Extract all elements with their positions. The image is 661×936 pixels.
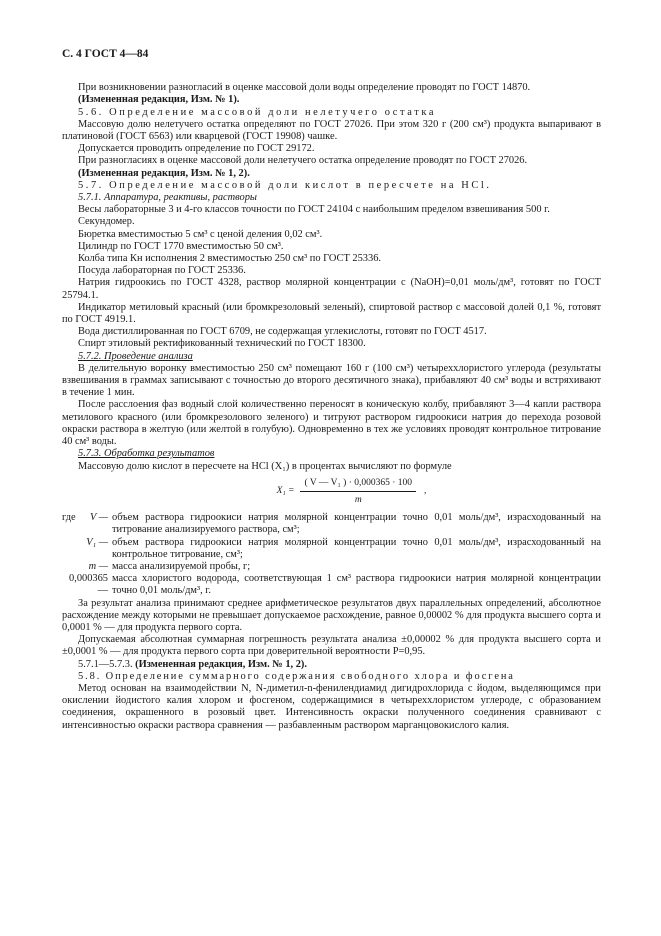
paragraph: Вода дистиллированная по ГОСТ 6709, не содержащая углекислоты, готовят по ГОСТ 4517. (78, 326, 487, 338)
where-label: где (62, 512, 76, 524)
paragraph: После расслоения фаз водный слой количественно переносят в коническую колбу, прибавляют 3—4 капли раствора метилового красного (или бромкрезолового зеленого) и титруют раствором гидроокиси натрия до перехода розовой окраски раствора в желтую (или желтой в голубую). Одновременно в тех же условиях проводят контрольное титрование 40 см³ воды. (62, 399, 601, 448)
paragraph: Бюретка вместимостью 5 см³ с ценой деления 0,02 см³. (78, 228, 323, 240)
revision-note: (Измененная редакция, Изм. № 1, 2). (78, 167, 250, 179)
paragraph: Массовую долю нелетучего остатка определяют по ГОСТ 27026. При этом 320 г (200 см³) продукта выпаривают в платиновой (ГОСТ 6563) или кварцевой (ГОСТ 19908) чашке. (62, 118, 601, 143)
paragraph: Спирт этиловый ректификованный технический по ГОСТ 18300. (78, 338, 366, 350)
definition-text: объем раствора гидроокиси натрия молярной концентрации точно 0,01 моль/дм³, израсходованный на контрольное титрование, см³; (112, 536, 601, 560)
revision-range: 5.7.1—5.7.3. (78, 658, 133, 670)
paragraph: Индикатор метиловый красный (или бромкрезоловый зеленый), спиртовой раствор с массовой долей 0,1 %, готовят по ГОСТ 4919.1. (62, 301, 601, 326)
formula-numerator: ( V — V₁ ) · 0,000365 · 100 (300, 477, 416, 492)
paragraph: Допускаемая абсолютная суммарная погрешность результата анализа ±0,00002 % для продукта высшего сорта и ±0,0001 % — для продукта первого сорта при доверительной вероятности P=0,95. (62, 634, 601, 658)
paragraph: Колба типа Кн исполнения 2 вместимостью 250 см³ по ГОСТ 25336. (78, 253, 381, 265)
formula-fraction (300, 477, 416, 506)
subsection-heading: 5.7.3. Обработка результатов (78, 448, 215, 460)
revision-note: (Измененная редакция, Изм. № 1). (78, 94, 240, 106)
definition-symbol: 0,000365 — (69, 573, 108, 597)
paragraph: Цилиндр по ГОСТ 1770 вместимостью 50 см³. (78, 240, 284, 252)
revision-note-line (62, 659, 601, 671)
definitions (62, 512, 601, 597)
paragraph: За результат анализа принимают среднее арифметическое результатов двух параллельных определений, абсолютное расхождение между которыми не превышает допускаемое расхождение, равное 0,00002 % для продукта высшего сорта и 0,0001 % — для продукта первого сорта. (62, 597, 601, 633)
definition-symbol: m — (88, 560, 108, 572)
subsection-heading: 5.7.1. Аппаратура, реактивы, растворы (78, 192, 257, 204)
definition-row (62, 573, 601, 597)
definition-text: масса анализируемой пробы, г; (112, 560, 251, 572)
definition-symbol: V₁ — (86, 536, 108, 548)
revision-note: (Измененная редакция, Изм. № 1, 2). (135, 658, 307, 670)
section-heading: 5.8. Определение суммарного содержания свободного хлора и фосгена (78, 670, 515, 682)
formula-denominator: m (354, 494, 362, 505)
definition-text: масса хлористого водорода, соответствующая 1 см³ раствора гидроокиси натрия молярной концентрации точно 0,01 моль/дм³, г. (112, 573, 601, 597)
definition-row (62, 561, 601, 573)
definition-row (62, 537, 601, 561)
paragraph: При возникновении разногласий в оценке массовой доли воды определение проводят по ГОСТ 14870. (78, 82, 531, 94)
page-header: С. 4 ГОСТ 4—84 (62, 48, 149, 60)
definition-symbol: V — (90, 512, 108, 524)
definition-row (62, 512, 601, 536)
formula-lhs: X₁ = (276, 486, 295, 497)
paragraph: При разногласиях в оценке массовой доли нелетучего остатка определение проводят по ГОСТ 27026. (78, 155, 528, 167)
formula-tail: , (424, 486, 427, 497)
paragraph: Секундомер. (78, 216, 135, 228)
formula (102, 477, 601, 506)
paragraph: Метод основан на взаимодействии N, N-диметил-n-фенилендиамид дигидрохлорида с йодом, выделяющимся при окислении йодистого калия хлором и фосгеном, содержащимися в четыреххлористом углероде, с образованием соединения, окрашенного в розовый цвет. Интенсивность окраски полученного соединения сравнивают с интенсивностью окраски раствора сравнения — разбавленным раствором марганцовокислого калия. (62, 682, 601, 731)
paragraph: Массовую долю кислот в пересчете на HCl (X₁) в процентах вычисляют по формуле (78, 460, 452, 472)
paragraph: Посуда лабораторная по ГОСТ 25336. (78, 265, 246, 277)
paragraph: Весы лабораторные 3 и 4-го классов точности по ГОСТ 24104 с наибольшим пределом взвешивания 500 г. (78, 204, 550, 216)
paragraph: В делительную воронку вместимостью 250 см³ помещают 160 г (100 см³) четыреххлористого углерода (результаты взвешивания в граммах записывают с точностью до второго десятичного знака), прибавляют 40 см³ воды и встряхивают в течение 1 мин. (62, 362, 601, 399)
section-heading: 5.7. Определение массовой доли кислот в пересчете на HCl. (78, 179, 492, 191)
section-heading: 5.6. Определение массовой доли нелетучего остатка (78, 106, 437, 118)
paragraph: Допускается проводить определение по ГОСТ 29172. (78, 143, 315, 155)
definition-text: объем раствора гидроокиси натрия молярной концентрации точно 0,01 моль/дм³, израсходованный на титрование анализируемого раствора, см³; (112, 512, 601, 536)
subsection-heading: 5.7.2. Проведение анализа (78, 350, 193, 362)
paragraph: Натрия гидроокись по ГОСТ 4328, раствор молярной концентрации c (NaOH)=0,01 моль/дм³, готовят по ГОСТ 25794.1. (62, 277, 601, 301)
